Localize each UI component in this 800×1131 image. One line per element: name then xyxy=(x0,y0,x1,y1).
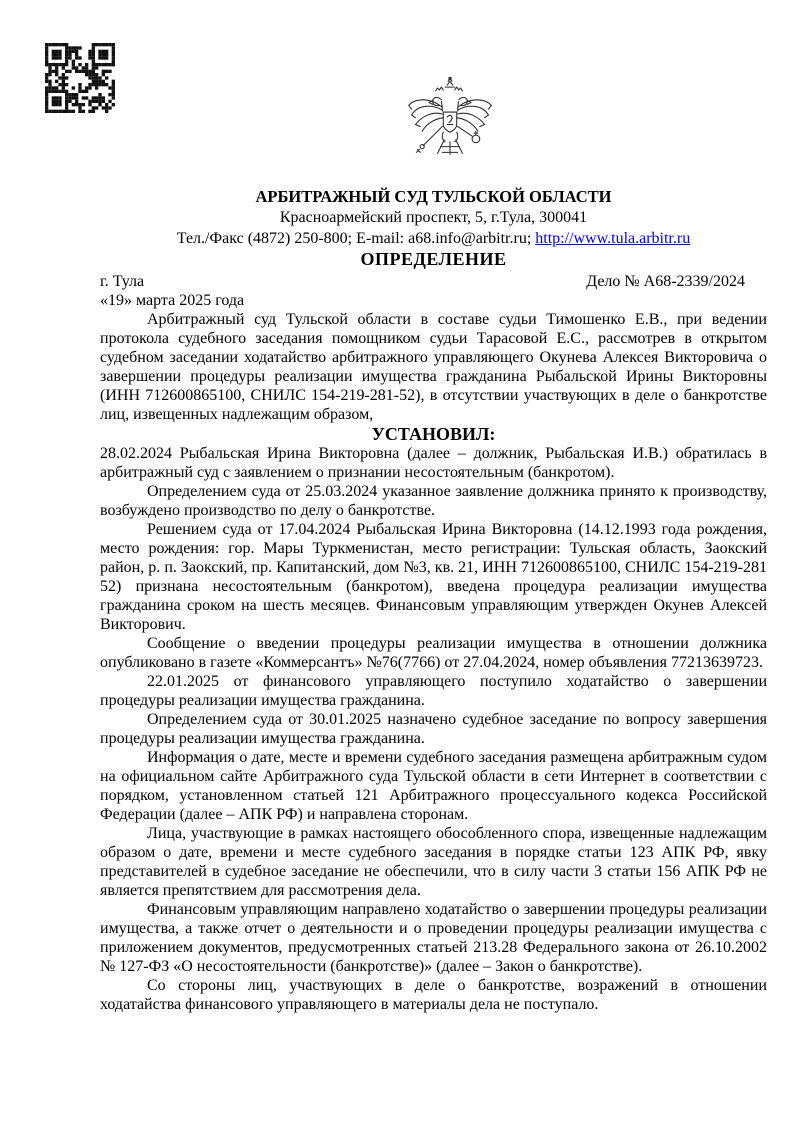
court-contacts: Тел./Факс (4872) 250-800; E-mail: a68.info@arbitr.ru; xyxy=(176,230,532,247)
case-number: Дело № А68-2339/2024 xyxy=(586,273,745,290)
body-paragraph: Со стороны лиц, участвующих в деле о банкротстве, возражений в отношении ходатайства финансового управляющего в материалы дела не поступало. xyxy=(100,977,767,1013)
document-content xyxy=(100,186,767,1014)
body-paragraph: Определением суда от 30.01.2025 назначено судебное заседание по вопросу завершения процедуры реализации имущества гражданина. xyxy=(100,711,767,747)
qr-code xyxy=(45,43,115,113)
court-website-link[interactable]: http://www.tula.arbitr.ru xyxy=(535,230,691,247)
document-body xyxy=(100,310,767,1014)
body-paragraph: Финансовым управляющим направлено ходатайство о завершении процедуры реализации имущества, а также отчет о деятельности и о проведении процедуры реализации имущества с приложением документов, предусмотренных статьей 213.28 Федерального закона от 26.10.2002 № 127-ФЗ «О несостоятельности (банкротстве)» (далее – Закон о банкротстве). xyxy=(100,901,767,975)
court-name: АРБИТРАЖНЫЙ СУД ТУЛЬСКОЙ ОБЛАСТИ xyxy=(255,187,612,206)
body-paragraph: Определением суда от 25.03.2024 указанное заявление должника принято к производству, возбуждено производство по делу о банкротстве. xyxy=(100,483,767,519)
body-paragraph: 22.01.2025 от финансового управляющего поступило ходатайство о завершении процедуры реализации имущества гражданина. xyxy=(100,673,767,709)
doc-type-title: ОПРЕДЕЛЕНИЕ xyxy=(360,249,507,269)
body-paragraph: 28.02.2024 Рыбальская Ирина Викторовна (далее – должник, Рыбальская И.В.) обратилась в арбитражный суд с заявлением о признании несостоятельным (банкротом). xyxy=(100,445,767,481)
paragraphs-container xyxy=(100,444,767,1014)
city-label: г. Тула xyxy=(100,273,145,290)
body-paragraph: Лица, участвующие в рамках настоящего обособленного спора, извещенные надлежащим образом о дате, времени и месте судебного заседания в порядке статьи 123 АПК РФ, явку представителей в судебное заседание не обеспечили, что в силу части 3 статьи 156 АПК РФ не является препятствием для рассмотрения дела. xyxy=(100,825,767,899)
resolution-heading: УСТАНОВИЛ: xyxy=(371,424,496,444)
court-contacts-line xyxy=(100,228,767,249)
coat-of-arms-icon xyxy=(402,76,498,175)
body-paragraph: Решением суда от 17.04.2024 Рыбальская Ирина Викторовна (14.12.1993 года рождения, место рождения: гор. Мары Туркменистан, место регистрации: Тульская область, Заокский район, р. п. Заокский, пр. Капитанский, дом №3, кв. 21, ИНН 712600865100, СНИЛС 154-219-281 52) признана несостоятельным (банкротом), введена процедура реализации имущества гражданина сроком на шесть месяцев. Финансовым управляющим утвержден Окунев Алексей Викторович. xyxy=(100,521,767,633)
body-paragraph: Информация о дате, месте и времени судебного заседания размещена арбитражным судом на официальном сайте Арбитражного суда Тульской области в сети Интернет в соответствии с порядком, установленном статьей 121 Арбитражного процессуального кодекса Российской Федерации (далее – АПК РФ) и направлена сторонам. xyxy=(100,749,767,823)
case-line xyxy=(100,272,767,291)
doc-date: «19» марта 2025 года xyxy=(100,292,245,309)
court-address: Красноармейский проспект, 5, г.Тула, 300041 xyxy=(279,209,588,226)
intro-paragraph: Арбитражный суд Тульской области в составе судьи Тимошенко Е.В., при ведении протокола судебного заседания помощником судьи Тарасовой Е.С., рассмотрев в открытом судебном заседании ходатайство арбитражного управляющего Окунева Алексея Викторовича о завершении процедуры реализации имущества гражданина Рыбальской Ирины Викторовны (ИНН 712600865100, СНИЛС 154-219-281-52), в отсутствии участвующих в деле о банкротстве лиц, извещенных надлежащим образом, xyxy=(100,311,767,423)
body-paragraph: Сообщение о введении процедуры реализации имущества в отношении должника опубликовано в газете «Коммерсантъ» №76(7766) от 27.04.2024, номер объявления 77213639723. xyxy=(100,635,767,671)
